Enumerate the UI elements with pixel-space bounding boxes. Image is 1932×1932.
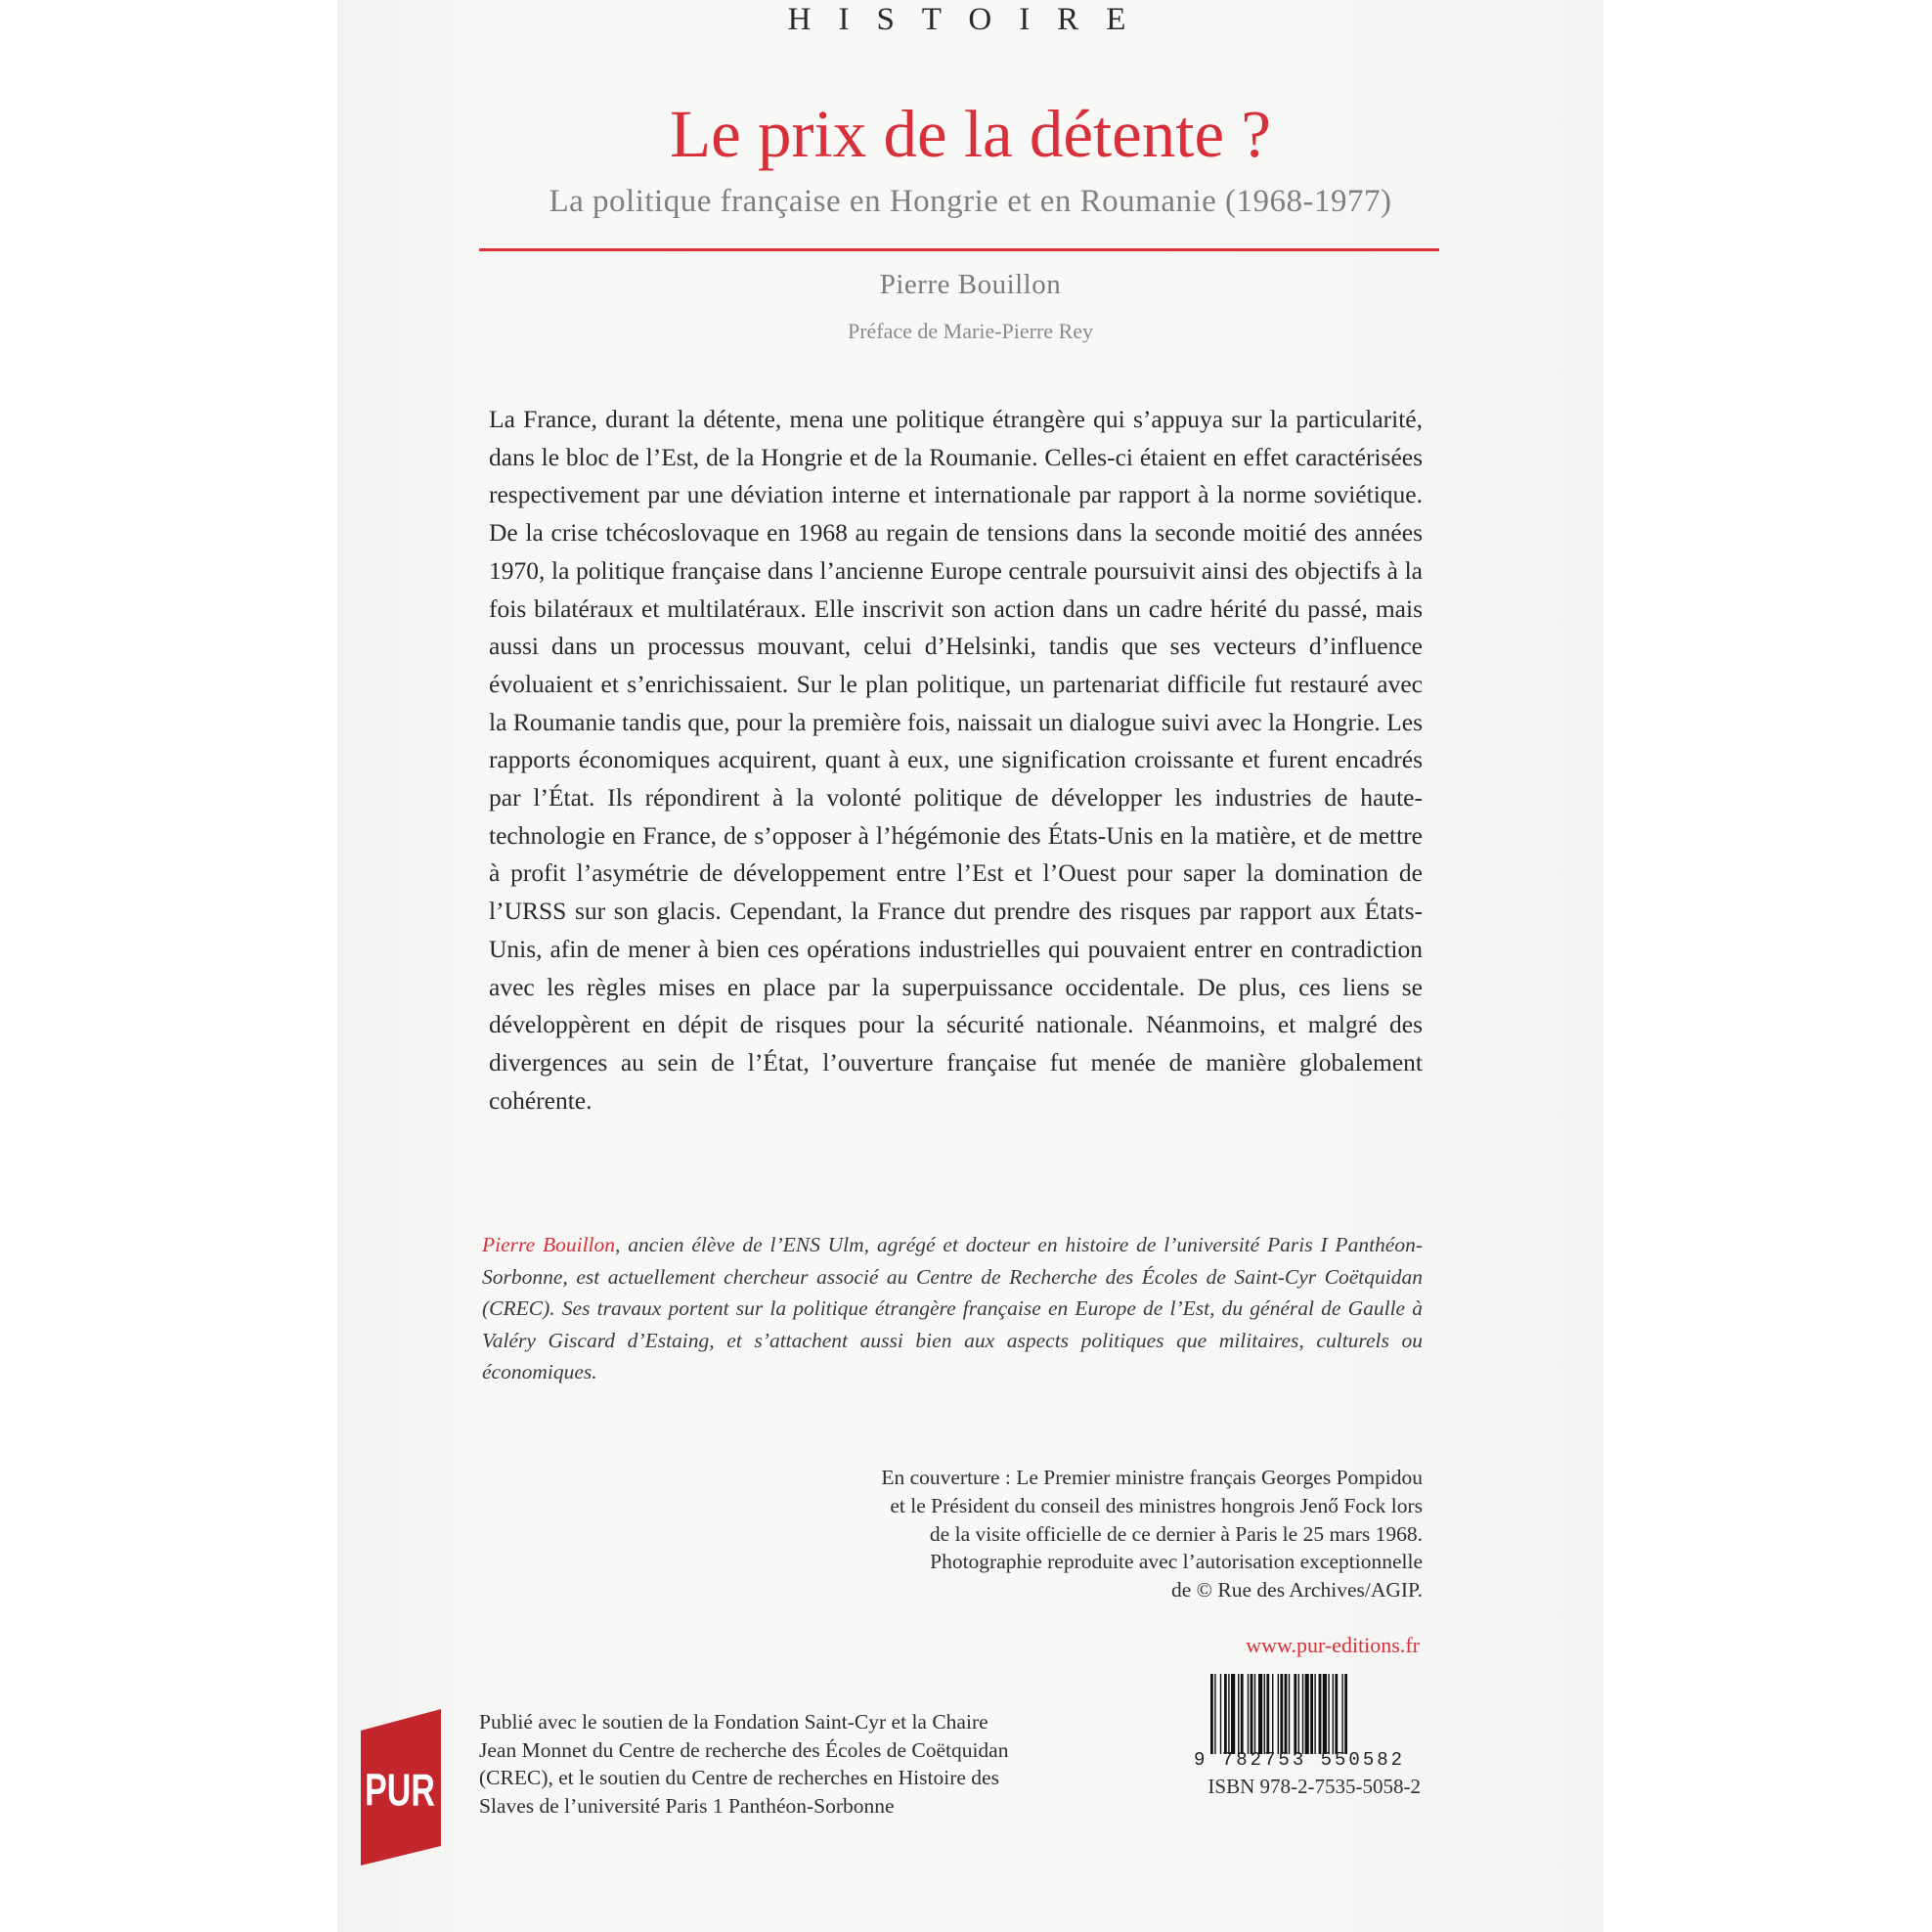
barcode-bar — [1302, 1674, 1303, 1754]
barcode-bar — [1214, 1674, 1215, 1754]
pur-logo — [361, 1709, 441, 1866]
barcode-icon — [1210, 1674, 1409, 1754]
barcode-bar — [1220, 1674, 1221, 1754]
barcode-bar — [1335, 1674, 1338, 1754]
barcode-bar — [1278, 1674, 1279, 1754]
publisher-url: www.pur-editions.fr — [1246, 1633, 1420, 1657]
barcode-bar — [1238, 1674, 1239, 1754]
barcode-bar — [1228, 1674, 1229, 1754]
title-divider — [479, 248, 1439, 251]
barcode-bar — [1258, 1674, 1262, 1754]
book-summary: La France, durant la détente, mena une politique étrangère qui s’appuya sur la particularité, dans le bloc de l’Est, de la Hongrie et de la Roumanie. Celles-ci étaient en effet caractérisées respectivement par une déviation interne et internationale par rapport à la norme soviétique. De la crise tchécoslovaque en 1968 au regain de tensions dans la seconde moitié des années 1970, la politique française dans l’ancienne Europe centrale poursuivit ainsi des objectifs à la fois bilatéraux et multilatéraux. Elle inscrivit son action dans un cadre hérité du passé, mais aussi dans un processus mouvant, celui d’Helsinki, tandis que ses vecteurs d’influence évoluaient et s’enrichissaient. Sur le plan politique, un partenariat difficile fut restauré avec la Roumanie tandis que, pour la première fois, naissait un dialogue suivi avec la Hongrie. Les rapports économiques acquirent, quant à eux, une signification croissante et furent encadrés par l’État. Ils répondirent à la volonté politique de développer les industries de haute-technologie en France, de s’opposer à l’hégémonie des États-Unis en la matière, et de mettre à profit l’asymétrie de développement entre l’Est et l’Ouest pour saper la domination de l’URSS sur son glacis. Cependant, la France dut prendre des risques par rapport aux États-Unis, afin de mener à bien ces opérations industrielles qui pouvaient entrer en contradiction avec les règles mises en place par la superpuissance occidentale. De plus, ces liens se développèrent en dépit de risques pour la sécurité nationale. Néanmoins, et malgré des divergences au sein de l’État, l’ouverture française fut menée de manière globalement cohérente. — [489, 405, 1423, 1115]
author-bio — [482, 1229, 1423, 1388]
barcode-bar — [1254, 1674, 1255, 1754]
barcode-bar — [1272, 1674, 1273, 1754]
barcode-bar — [1280, 1674, 1283, 1754]
funding-line: Publié avec le soutien de la Fondation Saint-Cyr et la Chaire — [479, 1710, 988, 1734]
credit-line: de la visite officielle de ce dernier à Paris le 25 mars 1968. — [929, 1521, 1423, 1546]
barcode-bar — [1341, 1674, 1342, 1754]
author-name: Pierre Bouillon — [879, 269, 1062, 300]
barcode-bar — [1285, 1674, 1288, 1754]
book-subtitle: La politique française en Hongrie et en Roumanie (1968-1977) — [549, 184, 1392, 219]
barcode-bar — [1333, 1674, 1334, 1754]
barcode-bar — [1289, 1674, 1290, 1754]
barcode-bar — [1294, 1674, 1296, 1754]
credit-line: Photographie reproduite avec l’autorisation exceptionnelle — [930, 1550, 1423, 1574]
credit-line: et le Président du conseil des ministres hongrois Jenő Fock lors — [890, 1493, 1423, 1517]
funding-line: Slaves de l’université Paris 1 Panthéon-Sorbonne — [479, 1793, 895, 1818]
funding-notice — [479, 1708, 1115, 1820]
credit-line: En couverture : Le Premier ministre français Georges Pompidou — [881, 1466, 1423, 1489]
barcode-bar — [1266, 1674, 1269, 1754]
barcode-bar — [1231, 1674, 1235, 1754]
barcode-bar — [1298, 1674, 1299, 1754]
funding-line: Jean Monnet du Centre de recherche des Écoles de Coëtquidan — [479, 1737, 1009, 1762]
funding-line: (CREC), et le soutien du Centre de recherches en Histoire des — [479, 1766, 999, 1789]
barcode-bar — [1248, 1674, 1249, 1754]
barcode-bar — [1344, 1674, 1347, 1754]
barcode-bar — [1251, 1674, 1253, 1754]
barcode-bar — [1305, 1674, 1309, 1754]
barcode-bar — [1224, 1674, 1227, 1754]
cover-photo-credit — [797, 1464, 1423, 1604]
barcode-bar — [1319, 1674, 1322, 1754]
isbn: ISBN 978-2-7535-5058-2 — [1208, 1775, 1421, 1798]
bio-text: , ancien élève de l’ENS Ulm, agrégé et docteur en histoire de l’université Paris I Panthéon-Sorbonne, est actuellement chercheur associé au Centre de Recherche des Écoles de Saint-Cyr Coëtquidan (CREC). Ses travaux portent sur la politique étrangère française en Europe de l’Est, du général de Gaulle à Valéry Giscard d’Estaing, et s’attachent aussi bien aux aspects politiques que militaires, culturels ou économiques. — [482, 1233, 1423, 1383]
book-back-cover — [337, 0, 1603, 1932]
pur-logo-text: PUR — [365, 1764, 435, 1816]
book-title: Le prix de la détente ? — [670, 97, 1271, 171]
barcode-bar — [1310, 1674, 1313, 1754]
barcode-bar — [1210, 1674, 1213, 1754]
series-label: HISTOIRE — [787, 2, 1154, 37]
barcode-bar — [1241, 1674, 1244, 1754]
barcode-bar — [1328, 1674, 1329, 1754]
preface-credit: Préface de Marie-Pierre Rey — [847, 319, 1094, 343]
barcode-bar — [1264, 1674, 1265, 1754]
barcode-bar — [1314, 1674, 1315, 1754]
barcode-bar — [1323, 1674, 1327, 1754]
bio-author-name: Pierre Bouillon — [482, 1233, 616, 1256]
credit-line: de © Rue des Archives/AGIP. — [1171, 1578, 1423, 1603]
barcode-digits: 9 782753 550582 — [1194, 1749, 1406, 1771]
